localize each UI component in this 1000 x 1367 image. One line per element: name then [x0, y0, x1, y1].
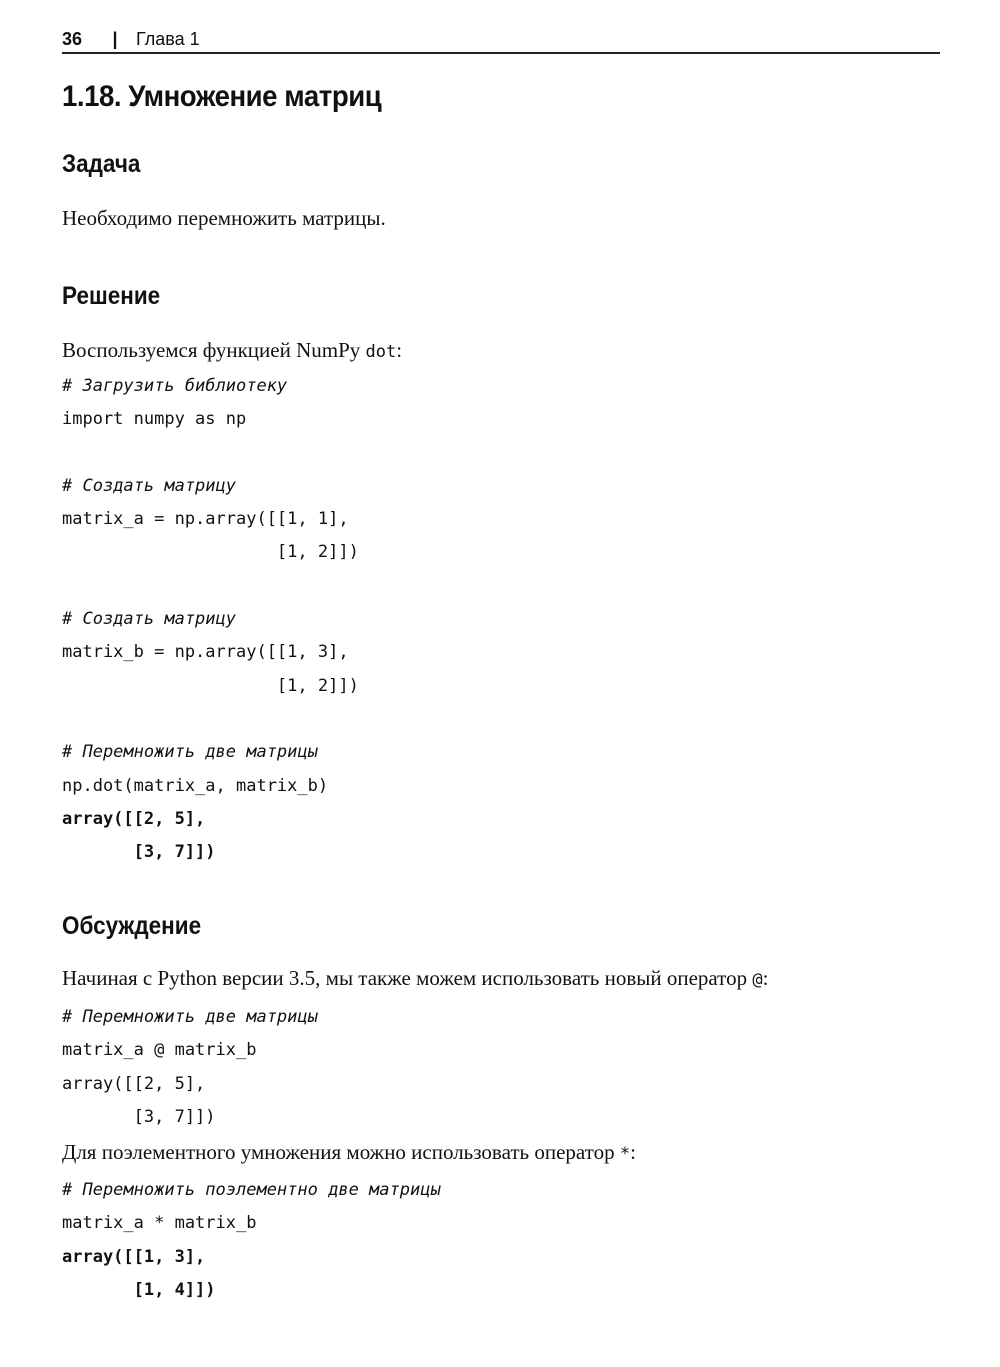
code-comment-line: # Создать матрицу [62, 475, 236, 496]
code-line [62, 703, 359, 736]
section-title: 1.18. Умножение матриц [62, 80, 382, 113]
discussion-text-2-code: * [619, 1144, 631, 1164]
code-line [62, 437, 359, 470]
header-separator: | [112, 29, 118, 49]
solution-intro-text: Воспользуемся функцией NumPy [62, 338, 366, 362]
running-header [62, 28, 940, 54]
discussion-text-1-code: @ [752, 970, 763, 990]
code-line: matrix_a * matrix_b [62, 1213, 257, 1234]
solution-heading: Решение [62, 282, 161, 310]
discussion-text-1 [62, 966, 768, 991]
code-comment-line: # Перемножить две матрицы [62, 742, 318, 763]
discussion-text-1-body: Начиная с Python версии 3.5, мы также можем использовать новый оператор [62, 966, 753, 990]
code-line: matrix_a = np.array([[1, 1], [62, 509, 349, 530]
code-line: np.dot(matrix_a, matrix_b) [62, 775, 329, 796]
code-output-line: [3, 7]]) [62, 842, 216, 863]
solution-intro [62, 338, 402, 363]
code-output-line: [1, 4]]) [62, 1279, 216, 1300]
discussion-code-block-1 [62, 1001, 318, 1134]
code-comment-line: # Перемножить две матрицы [62, 1007, 318, 1027]
discussion-text-1-end: : [762, 966, 769, 990]
code-comment-line: # Загрузить библиотеку [62, 376, 288, 396]
code-output-line: array([[1, 3], [62, 1246, 206, 1267]
code-comment-line: # Создать матрицу [62, 609, 236, 630]
discussion-text-2-body: Для поэлементного умножения можно использовать оператор [62, 1140, 620, 1164]
page-number: 36 [62, 29, 83, 49]
solution-code-block [62, 370, 359, 869]
discussion-heading: Обсуждение [62, 912, 202, 940]
discussion-code-block-2 [62, 1174, 441, 1307]
code-line: [1, 2]]) [62, 675, 359, 696]
discussion-text-2-end: : [630, 1140, 636, 1164]
task-heading: Задача [62, 150, 141, 178]
task-text: Необходимо перемножить матрицы. [62, 206, 386, 230]
code-line: matrix_a @ matrix_b [62, 1040, 257, 1061]
discussion-text-2 [62, 1140, 636, 1165]
code-line: matrix_b = np.array([[1, 3], [62, 642, 349, 663]
code-output-line: array([[2, 5], [62, 808, 206, 829]
solution-intro-code: dot [365, 342, 397, 362]
code-line: [1, 2]]) [62, 542, 359, 563]
code-line: array([[2, 5], [62, 1073, 206, 1094]
code-comment-line: # Перемножить поэлементно две матрицы [62, 1180, 441, 1200]
chapter-label: Глава 1 [136, 29, 200, 49]
code-line [62, 570, 359, 603]
code-line: import numpy as np [62, 409, 247, 430]
code-line: [3, 7]]) [62, 1106, 216, 1127]
solution-intro-end: : [396, 338, 403, 362]
